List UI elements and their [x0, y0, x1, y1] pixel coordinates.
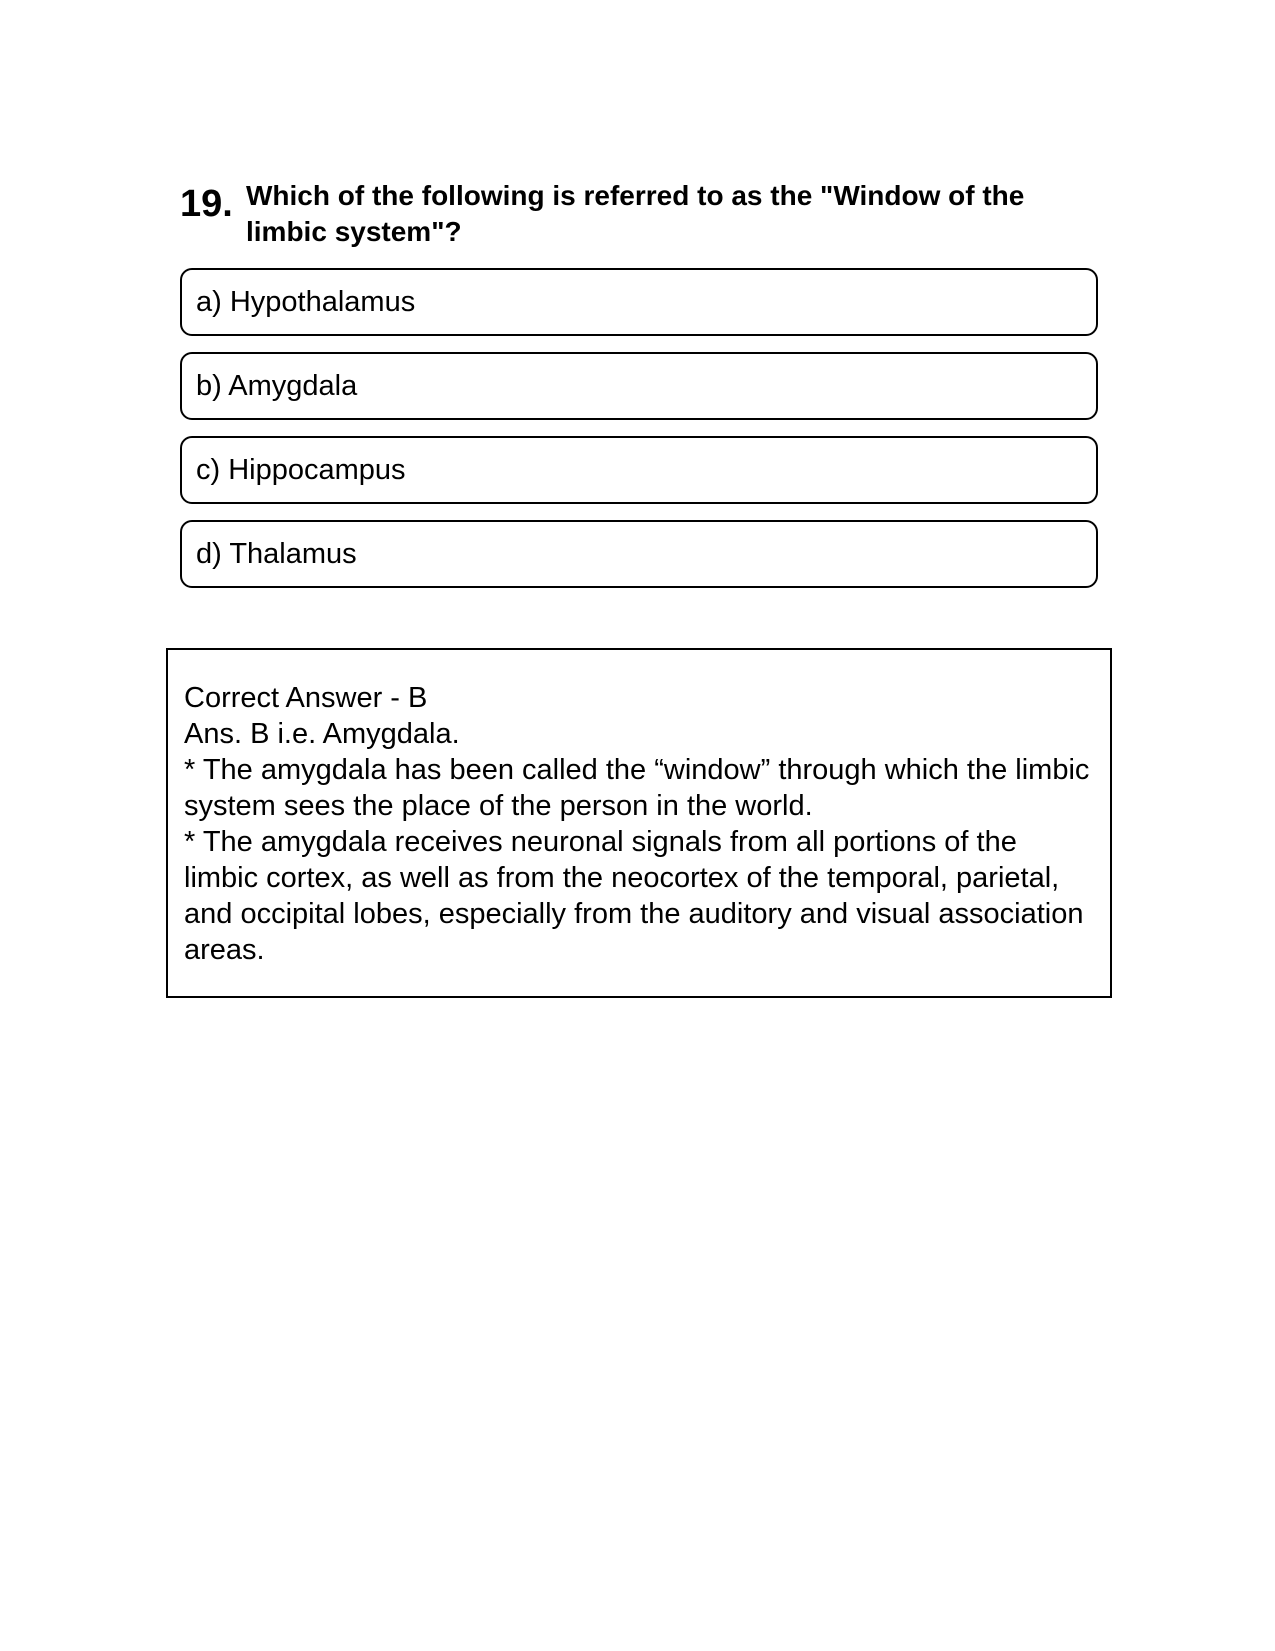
question-text: Which of the following is referred to as the "Window of the limbic system"? — [246, 180, 1025, 247]
options-list — [180, 268, 1098, 604]
option-a[interactable]: a) Hypothalamus — [180, 268, 1098, 336]
question-header — [180, 178, 1100, 250]
answer-summary: Ans. B i.e. Amygdala. — [184, 718, 460, 750]
answer-explanation-box — [166, 648, 1112, 998]
explanation-point-2: * The amygdala receives neuronal signals from all portions of the limbic cortex, as well as from the neocortex of the temporal, parietal, and occipital lobes, especially from the auditory and visual association areas. — [184, 826, 1084, 966]
explanation-point-1: * The amygdala has been called the “window” through which the limbic system sees the place of the person in the world. — [184, 754, 1090, 822]
option-b[interactable]: b) Amygdala — [180, 352, 1098, 420]
correct-answer-line: Correct Answer - B — [184, 682, 428, 714]
question-number: 19. — [180, 183, 233, 225]
option-c[interactable]: c) Hippocampus — [180, 436, 1098, 504]
option-d[interactable]: d) Thalamus — [180, 520, 1098, 588]
